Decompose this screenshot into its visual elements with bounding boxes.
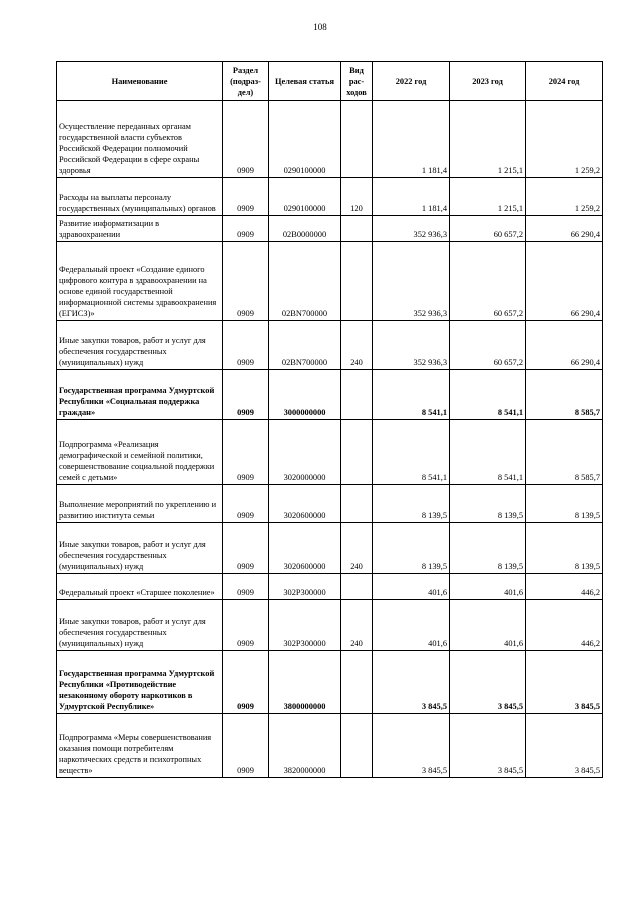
row-target: 302P300000 — [269, 574, 341, 600]
row-target: 0290100000 — [269, 101, 341, 178]
row-target: 3000000000 — [269, 370, 341, 420]
row-2022: 1 181,4 — [373, 101, 450, 178]
row-kind — [341, 651, 373, 714]
page-number: 108 — [313, 22, 327, 32]
row-kind — [341, 714, 373, 778]
header-target: Целевая статья — [269, 62, 341, 101]
row-2022: 8 541,1 — [373, 420, 450, 485]
row-2022: 8 139,5 — [373, 523, 450, 574]
row-kind — [341, 485, 373, 523]
row-2024: 446,2 — [526, 600, 603, 651]
row-target: 3800000000 — [269, 651, 341, 714]
row-2024: 1 259,2 — [526, 101, 603, 178]
row-section: 0909 — [223, 321, 269, 370]
row-2023: 60 657,2 — [450, 321, 526, 370]
row-name: Выполнение мероприятий по укреплению и развитию института семьи — [57, 485, 223, 523]
row-section: 0909 — [223, 574, 269, 600]
row-2023: 8 139,5 — [450, 523, 526, 574]
row-name: Государственная программа Удмуртской Республики «Противодействие незаконному обороту наркотиков в Удмуртской Республике» — [57, 651, 223, 714]
row-name: Федеральный проект «Старшее поколение» — [57, 574, 223, 600]
row-section: 0909 — [223, 370, 269, 420]
row-2023: 1 215,1 — [450, 178, 526, 216]
row-target: 3020000000 — [269, 420, 341, 485]
row-section: 0909 — [223, 420, 269, 485]
row-name: Иные закупки товаров, работ и услуг для обеспечения государственных (муниципальных) нужд — [57, 600, 223, 651]
row-target: 302P300000 — [269, 600, 341, 651]
row-kind — [341, 370, 373, 420]
header-section: Раздел (подраз-дел) — [223, 62, 269, 101]
table-row — [57, 321, 603, 370]
row-2024: 1 259,2 — [526, 178, 603, 216]
row-section: 0909 — [223, 178, 269, 216]
row-2022: 352 936,3 — [373, 242, 450, 321]
row-kind: 120 — [341, 178, 373, 216]
row-name: Иные закупки товаров, работ и услуг для обеспечения государственных (муниципальных) нужд — [57, 523, 223, 574]
table-row — [57, 651, 603, 714]
row-2023: 3 845,5 — [450, 651, 526, 714]
table-row — [57, 178, 603, 216]
header-2024: 2024 год — [526, 62, 603, 101]
row-2024: 66 290,4 — [526, 216, 603, 242]
row-2024: 8 139,5 — [526, 523, 603, 574]
row-kind — [341, 216, 373, 242]
row-2023: 3 845,5 — [450, 714, 526, 778]
header-2022: 2022 год — [373, 62, 450, 101]
row-kind: 240 — [341, 523, 373, 574]
row-2022: 352 936,3 — [373, 321, 450, 370]
header-row — [57, 62, 603, 101]
table-row — [57, 714, 603, 778]
header-name: Наименование — [57, 62, 223, 101]
row-section: 0909 — [223, 101, 269, 178]
row-2023: 8 541,1 — [450, 370, 526, 420]
table-row — [57, 370, 603, 420]
table-row — [57, 242, 603, 321]
row-2023: 401,6 — [450, 600, 526, 651]
row-2023: 401,6 — [450, 574, 526, 600]
row-section: 0909 — [223, 714, 269, 778]
table-row — [57, 485, 603, 523]
row-section: 0909 — [223, 523, 269, 574]
row-section: 0909 — [223, 485, 269, 523]
row-2024: 8 585,7 — [526, 420, 603, 485]
row-target: 3020600000 — [269, 523, 341, 574]
table-row — [57, 600, 603, 651]
row-name: Подпрограмма «Реализация демографической и семейной политики, совершенствование социальной поддержки семей с детьми» — [57, 420, 223, 485]
row-2024: 446,2 — [526, 574, 603, 600]
row-2023: 8 541,1 — [450, 420, 526, 485]
row-2022: 3 845,5 — [373, 651, 450, 714]
row-2022: 401,6 — [373, 574, 450, 600]
row-target: 02BN700000 — [269, 321, 341, 370]
row-target: 02В0000000 — [269, 216, 341, 242]
row-2022: 3 845,5 — [373, 714, 450, 778]
budget-table — [56, 61, 603, 778]
row-2023: 60 657,2 — [450, 216, 526, 242]
row-2024: 8 585,7 — [526, 370, 603, 420]
row-2024: 66 290,4 — [526, 321, 603, 370]
row-2022: 8 139,5 — [373, 485, 450, 523]
row-kind — [341, 101, 373, 178]
row-2024: 8 139,5 — [526, 485, 603, 523]
row-target: 0290100000 — [269, 178, 341, 216]
row-2022: 1 181,4 — [373, 178, 450, 216]
row-2023: 1 215,1 — [450, 101, 526, 178]
row-2024: 3 845,5 — [526, 651, 603, 714]
row-section: 0909 — [223, 216, 269, 242]
table-row — [57, 523, 603, 574]
row-name: Развитие информатизации в здравоохранении — [57, 216, 223, 242]
row-name: Федеральный проект «Создание единого цифрового контура в здравоохранении на основе единой государственной информационной системы здравоохранения (ЕГИСЗ)» — [57, 242, 223, 321]
row-kind — [341, 242, 373, 321]
row-2022: 401,6 — [373, 600, 450, 651]
row-target: 3820000000 — [269, 714, 341, 778]
row-2024: 66 290,4 — [526, 242, 603, 321]
row-section: 0909 — [223, 242, 269, 321]
row-2023: 60 657,2 — [450, 242, 526, 321]
row-name: Расходы на выплаты персоналу государственных (муниципальных) органов — [57, 178, 223, 216]
row-kind: 240 — [341, 600, 373, 651]
row-kind — [341, 574, 373, 600]
row-name: Осуществление переданных органам государственной власти субъектов Российской Федерации полномочий Российской Федерации в сфере охраны здоровья — [57, 101, 223, 178]
table-row — [57, 101, 603, 178]
table-row — [57, 216, 603, 242]
header-2023: 2023 год — [450, 62, 526, 101]
row-kind — [341, 420, 373, 485]
row-2023: 8 139,5 — [450, 485, 526, 523]
row-2024: 3 845,5 — [526, 714, 603, 778]
table-row — [57, 574, 603, 600]
row-kind: 240 — [341, 321, 373, 370]
row-name: Государственная программа Удмуртской Республики «Социальная поддержка граждан» — [57, 370, 223, 420]
row-section: 0909 — [223, 651, 269, 714]
row-2022: 8 541,1 — [373, 370, 450, 420]
table-row — [57, 420, 603, 485]
row-name: Подпрограмма «Меры совершенствования оказания помощи потребителям наркотических средств и психотропных веществ» — [57, 714, 223, 778]
row-2022: 352 936,3 — [373, 216, 450, 242]
row-target: 3020600000 — [269, 485, 341, 523]
row-target: 02BN700000 — [269, 242, 341, 321]
header-kind: Вид рас-ходов — [341, 62, 373, 101]
row-name: Иные закупки товаров, работ и услуг для обеспечения государственных (муниципальных) нужд — [57, 321, 223, 370]
row-section: 0909 — [223, 600, 269, 651]
